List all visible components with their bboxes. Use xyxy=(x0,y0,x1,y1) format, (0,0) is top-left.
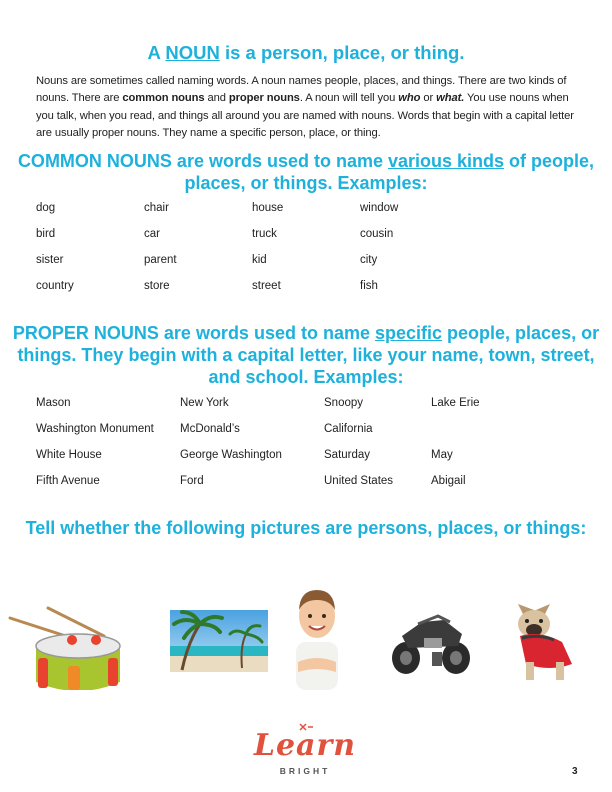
proper-word: United States xyxy=(324,475,394,487)
common-word: cousin xyxy=(360,228,394,240)
drum-icon xyxy=(8,606,126,690)
common-word: house xyxy=(252,202,284,214)
proper-word: McDonald’s xyxy=(180,423,240,435)
title-prefix: A xyxy=(147,42,166,63)
common-word: country xyxy=(36,280,74,292)
title-suffix: is a person, place, or thing. xyxy=(219,42,465,63)
common-word: car xyxy=(144,228,160,240)
proper-heading-text-1: PROPER NOUNS are words used to name xyxy=(12,323,375,343)
boy-icon xyxy=(290,580,344,690)
dog-icon xyxy=(510,600,580,684)
common-word: street xyxy=(252,280,281,292)
common-word: chair xyxy=(144,202,169,214)
common-nouns-heading xyxy=(0,150,612,194)
common-heading-text-2: of people, places, or things. Examples: xyxy=(184,151,595,193)
common-heading-underlined: various kinds xyxy=(388,151,505,171)
beach-icon xyxy=(170,610,268,672)
title-noun: NOUN xyxy=(165,42,220,63)
logo-bright-text: BRIGHT xyxy=(279,766,331,776)
intro-who: who xyxy=(398,92,421,105)
proper-word: White House xyxy=(36,449,102,461)
page-title xyxy=(0,42,612,64)
intro-text-1: Nouns are sometimes called naming words. A noun names people, places, and things. There are two kinds of nouns. There are xyxy=(36,75,567,105)
proper-word: George Washington xyxy=(180,449,282,461)
common-word: parent xyxy=(144,254,177,266)
common-word: sister xyxy=(36,254,64,266)
atv-icon xyxy=(388,608,474,678)
common-word: city xyxy=(360,254,378,266)
proper-word: Abigail xyxy=(431,475,466,487)
tell-heading: Tell whether the following pictures are persons, places, or things: xyxy=(25,518,587,538)
common-word: truck xyxy=(252,228,277,240)
proper-word: May xyxy=(431,449,453,461)
common-word: fish xyxy=(360,280,378,292)
proper-word: Washington Monument xyxy=(36,423,154,435)
proper-word: Lake Erie xyxy=(431,397,480,409)
page-number: 3 xyxy=(572,766,578,777)
intro-or: or xyxy=(420,92,437,105)
proper-nouns-heading xyxy=(0,322,612,388)
intro-what: what. xyxy=(436,92,465,105)
common-heading-text-1: COMMON NOUNS are words used to name xyxy=(17,151,388,171)
proper-word: Saturday xyxy=(324,449,371,461)
pictures-row xyxy=(0,580,612,690)
proper-word: New York xyxy=(180,397,229,409)
proper-word: Snoopy xyxy=(324,397,364,409)
logo-learn-text: Learn xyxy=(253,728,357,763)
intro-text-2: . A noun will tell you xyxy=(299,92,399,105)
common-word: window xyxy=(360,202,399,214)
common-word: bird xyxy=(36,228,56,240)
intro-proper-nouns: proper nouns xyxy=(228,92,300,105)
intro-paragraph xyxy=(36,73,582,142)
intro-common-nouns: common nouns xyxy=(122,92,205,105)
proper-word: Fifth Avenue xyxy=(36,475,100,487)
common-word: kid xyxy=(252,254,267,266)
intro-text-3: You use nouns when you talk, when you read, and things all around you are named with nouns. Words that begin with a capital letter are usually proper nouns. They name a specific person, place, or thing. xyxy=(36,92,574,139)
common-word: dog xyxy=(36,202,56,214)
common-word: store xyxy=(144,280,170,292)
learn-bright-logo xyxy=(250,722,360,782)
proper-heading-text-2: people, places, or things. They begin with a capital letter, like your name, town, street, and school. Examples: xyxy=(17,323,600,387)
proper-word: Ford xyxy=(180,475,204,487)
proper-heading-underlined: specific xyxy=(374,323,443,343)
intro-and: and xyxy=(204,92,229,105)
proper-word: Mason xyxy=(36,397,71,409)
proper-word: California xyxy=(324,423,373,435)
